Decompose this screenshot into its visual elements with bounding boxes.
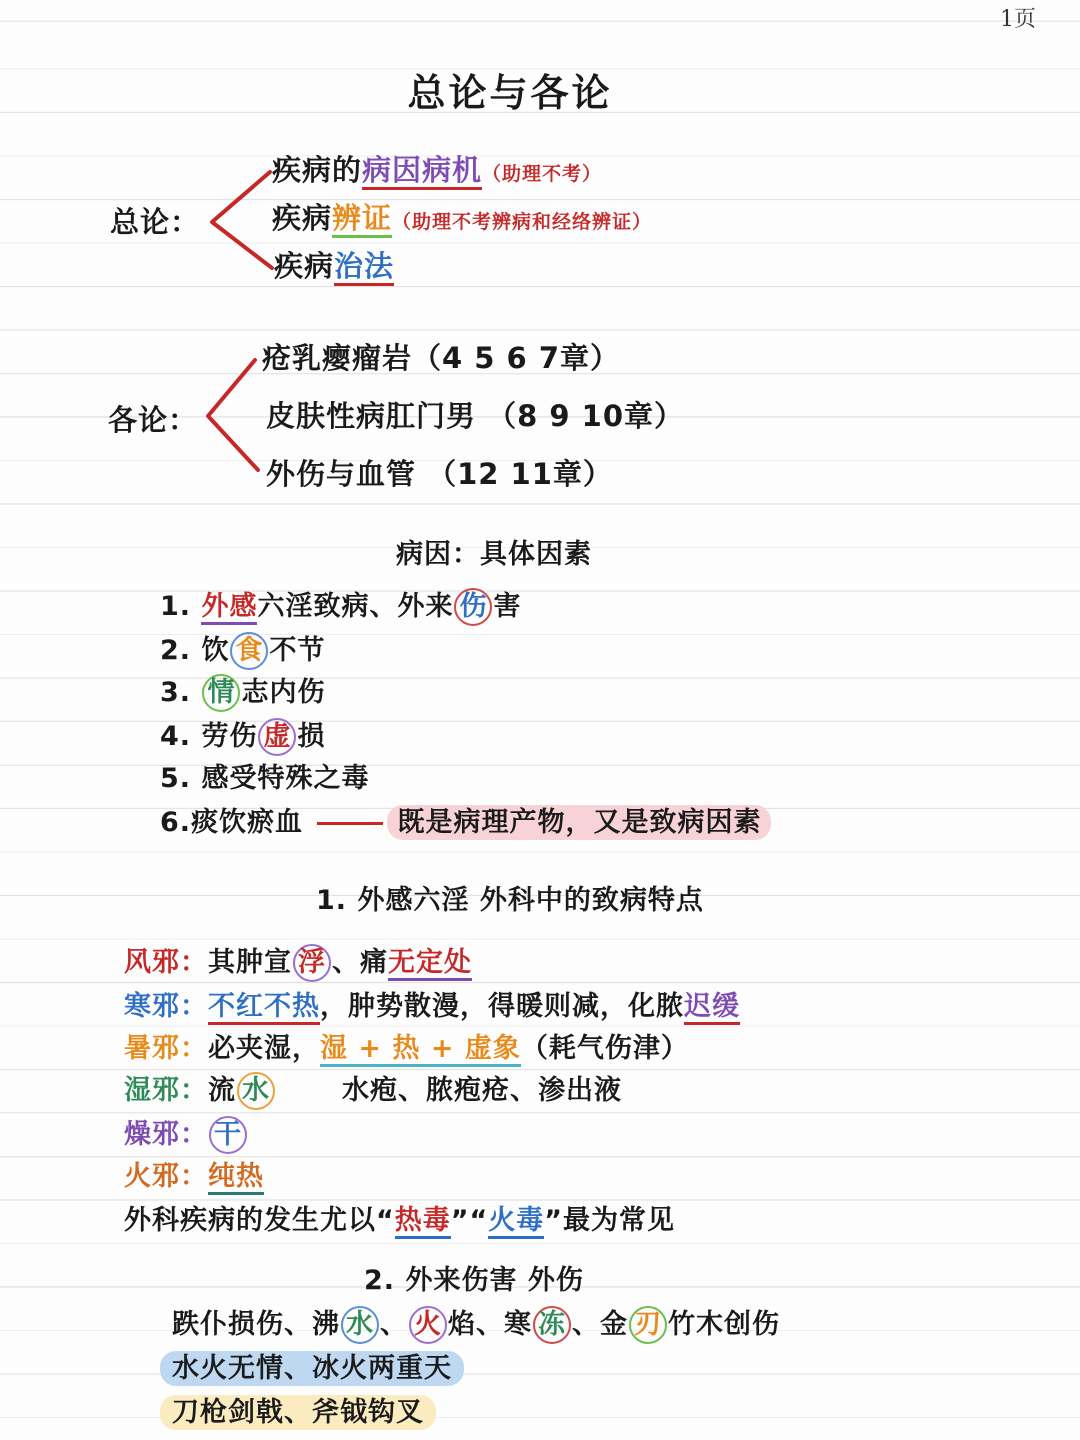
waishang-dong-circled: 冻	[533, 1306, 571, 1344]
gelun-bracket	[208, 360, 258, 470]
waishang-c: 、	[380, 1309, 408, 1340]
zonglun-item-2-highlight: 辨证	[332, 201, 392, 238]
bingyin-heading: 病因：具体因素	[396, 539, 592, 570]
liuyin-zao-label: 燥邪：	[124, 1119, 208, 1150]
zonglun-item-1	[272, 148, 602, 189]
waishang-line	[172, 1302, 780, 1344]
bingyin-item-2-circled: 食	[230, 632, 268, 670]
waishang-box-2	[160, 1390, 436, 1429]
waishang-box-2-text: 刀枪剑戟、斧钺钩叉	[160, 1395, 436, 1430]
zonglun-bracket	[212, 172, 272, 268]
gelun-label: 各论：	[108, 403, 199, 437]
bingyin-item-4	[160, 714, 325, 756]
waishang-g: 、金	[572, 1309, 628, 1340]
bingyin-item-1-num: 1.	[160, 591, 192, 622]
liuyin-han-chihuan: 迟缓	[684, 991, 740, 1025]
bingyin-item-2-tail: 不节	[269, 635, 326, 666]
liuyin-han	[124, 984, 740, 1023]
liuyin-feng-a: 其肿宣	[208, 947, 292, 978]
waishang-shui-circled: 水	[341, 1306, 379, 1344]
zonglun-item-3	[274, 244, 394, 285]
waishang-heading: 2. 外来伤害 外伤	[364, 1265, 584, 1296]
liuyin-zao	[124, 1112, 248, 1154]
bingyin-item-4-num: 4.	[160, 721, 192, 752]
liuyin-huo-label: 火邪：	[124, 1161, 208, 1192]
liuyin-summary-redu: 热毒	[395, 1205, 451, 1239]
liuyin-summary-e: ”最为常见	[544, 1205, 675, 1236]
liuyin-summary-c: ”“	[450, 1205, 489, 1236]
liuyin-shi	[124, 1068, 622, 1110]
liuyin-summary-a: 外科疾病的发生尤以“	[124, 1205, 395, 1236]
zonglun-item-3-prefix: 疾病	[274, 249, 335, 283]
bingyin-item-5	[160, 756, 369, 795]
liuyin-han-highlight: 不红不热	[208, 991, 320, 1025]
waishang-e: 焰、寒	[448, 1309, 532, 1340]
liuyin-feng-circled: 浮	[293, 944, 331, 982]
page-title: 总论与各论	[407, 71, 613, 115]
bingyin-item-3-circled: 情	[202, 674, 240, 712]
liuyin-feng-highlight: 无定处	[388, 947, 472, 981]
bracket-lines	[0, 0, 1080, 520]
bingyin-item-3-text: 志内伤	[241, 677, 326, 708]
waishang-box-1	[160, 1346, 464, 1385]
liuyin-shi-circled: 水	[237, 1072, 275, 1110]
liuyin-shu-highlight: 湿 + 热 + 虚象	[320, 1033, 521, 1067]
liuyin-heading: 1. 外感六淫 外科中的致病特点	[316, 885, 704, 916]
bingyin-item-4-tail: 损	[297, 721, 326, 752]
bingyin-item-6-dash	[317, 822, 383, 825]
liuyin-shu-note: （耗气伤津）	[520, 1033, 689, 1064]
waishang-box-1-text: 水火无情、冰火两重天	[160, 1351, 464, 1386]
zonglun-item-2-note: （助理不考辨病和经络辨证）	[392, 211, 653, 233]
bingyin-item-1-circled: 伤	[454, 588, 492, 626]
bingyin-item-3	[160, 670, 325, 712]
bingyin-item-6-highlight: 既是病理产物，又是致病因素	[387, 805, 771, 840]
liuyin-han-label: 寒邪：	[124, 991, 208, 1022]
liuyin-zao-circled: 干	[209, 1116, 247, 1154]
bingyin-item-2-num: 2.	[160, 635, 192, 666]
liuyin-feng	[124, 940, 472, 982]
liuyin-shi-label: 湿邪：	[124, 1075, 208, 1106]
gelun-item-1: 疮乳瘿瘤岩（4 5 6 7章）	[262, 341, 621, 375]
bingyin-item-6-text: 痰饮瘀血	[191, 807, 304, 838]
liuyin-summary	[124, 1198, 675, 1237]
zonglun-item-2-prefix: 疾病	[272, 201, 333, 235]
liuyin-shi-examples: 水疱、脓疱疮、渗出液	[342, 1075, 622, 1106]
bingyin-item-1-tail: 害	[493, 591, 522, 622]
page-number: 1页	[1000, 7, 1036, 32]
bingyin-item-5-num: 5.	[160, 763, 192, 794]
liuyin-feng-label: 风邪：	[124, 947, 208, 978]
zonglun-item-3-highlight: 治法	[334, 249, 394, 286]
bingyin-item-3-num: 3.	[160, 677, 192, 708]
zonglun-label: 总论：	[110, 205, 201, 239]
liuyin-feng-c: 、痛	[332, 947, 388, 978]
zonglun-item-1-highlight: 病因病机	[362, 153, 482, 190]
bingyin-item-5-text: 感受特殊之毒	[201, 763, 370, 794]
liuyin-han-text: ，肿势散漫，得暖则减，化脓	[320, 991, 684, 1022]
liuyin-shu-text: 必夹湿，	[208, 1033, 320, 1064]
liuyin-shu	[124, 1026, 689, 1065]
liuyin-shi-text: 流	[208, 1075, 236, 1106]
bingyin-item-1-waigan: 外感	[201, 591, 257, 625]
gelun-item-2: 皮肤性病肛门男 （8 9 10章）	[266, 399, 685, 433]
bingyin-item-2-text: 饮	[201, 635, 230, 666]
zonglun-item-1-prefix: 疾病的	[272, 153, 363, 187]
waishang-ren-circled: 刃	[629, 1306, 667, 1344]
waishang-a: 跌仆损伤、沸	[172, 1309, 340, 1340]
bingyin-item-1-text: 六淫致病、外来	[257, 591, 454, 622]
bingyin-item-2	[160, 628, 325, 670]
waishang-i: 竹木创伤	[668, 1309, 780, 1340]
bingyin-item-6	[160, 800, 771, 839]
zonglun-item-2	[272, 196, 652, 237]
bingyin-item-1	[160, 584, 521, 626]
bingyin-item-6-num: 6.	[160, 807, 192, 838]
zonglun-item-1-note: （助理不考）	[482, 163, 603, 185]
liuyin-huo-highlight: 纯热	[208, 1161, 264, 1195]
gelun-item-3: 外伤与血管 （12 11章）	[266, 457, 613, 491]
bingyin-item-4-text: 劳伤	[201, 721, 258, 752]
liuyin-huo	[124, 1154, 264, 1193]
waishang-huo-circled: 火	[409, 1306, 447, 1344]
liuyin-summary-huodu: 火毒	[488, 1205, 544, 1239]
bingyin-item-4-circled: 虚	[258, 718, 296, 756]
liuyin-shu-label: 暑邪：	[124, 1033, 208, 1064]
